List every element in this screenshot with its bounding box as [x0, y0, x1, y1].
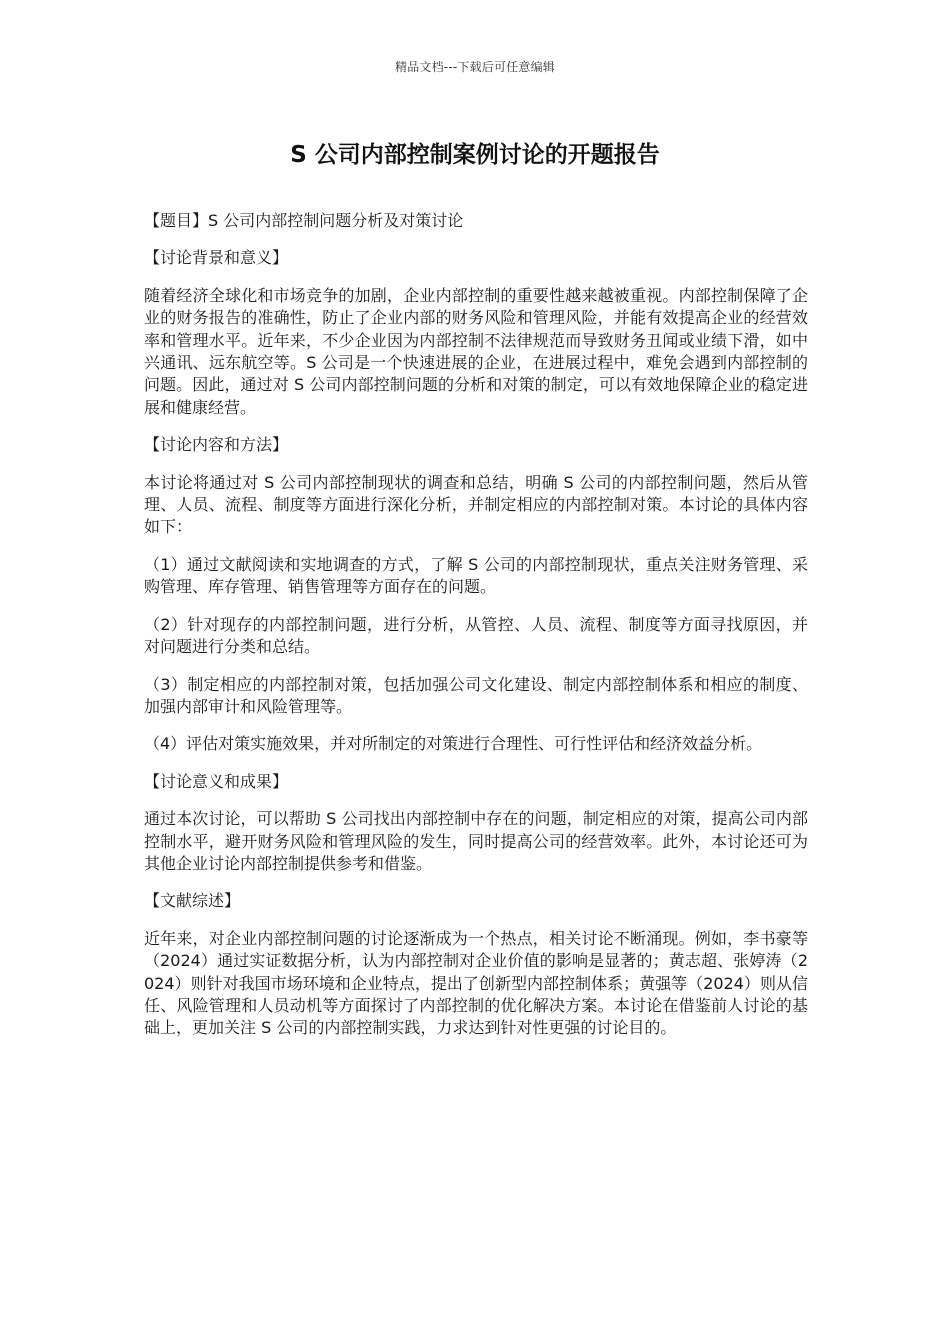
paragraph-literature: 近年来，对企业内部控制问题的讨论逐渐成为一个热点，相关讨论不断涌现。例如，李书豪等（2024）通过实证数据分析，认为内部控制对企业价值的影响是显著的；黄志超、张婷涛（2024）则针对我国市场环境和企业特点，提出了创新型内部控制体系；黄强等（2024）则从信任、风险管理和人员动机等方面探讨了内部控制的优化解决方案。本讨论在借鉴前人讨论的基础上，更加关注 S 公司的内部控制实践，力求达到针对性更强的讨论目的。 [144, 928, 808, 1038]
section-heading-background: 【讨论背景和意义】 [144, 248, 289, 268]
list-item: （2）针对现存的内部控制问题，进行分析，从管控、人员、流程、制度等方面寻找原因，并对问题进行分类和总结。 [144, 614, 808, 657]
section-heading-literature: 【文献综述】 [144, 891, 241, 911]
section-heading-significance: 【讨论意义和成果】 [144, 771, 289, 791]
paragraph-significance: 通过本次讨论，可以帮助 S 公司找出内部控制中存在的问题，制定相应的对策，提高公司内部控制水平，避开财务风险和管理风险的发生，同时提高公司的经营效率。此外，本讨论还可为其他企业讨论内部控制提供参考和借鉴。 [144, 809, 808, 873]
document-title: S 公司内部控制案例讨论的开题报告 [290, 142, 660, 168]
paragraph-method: 本讨论将通过对 S 公司内部控制现状的调查和总结，明确 S 公司的内部控制问题，然后从管理、人员、流程、制度等方面进行深化分析，并制定相应的内部控制对策。本讨论的具体内容如下： [144, 472, 808, 537]
list-item: （4）评估对策实施效果，并对所制定的对策进行合理性、可行性评估和经济效益分析。 [144, 734, 763, 754]
list-item: （1）通过文献阅读和实地调查的方式，了解 S 公司的内部控制现状，重点关注财务管理、采购管理、库存管理、销售管理等方面存在的问题。 [144, 554, 808, 597]
section-heading-method: 【讨论内容和方法】 [144, 435, 289, 455]
header-note: 精品文档---下载后可任意编辑 [395, 60, 555, 74]
topic-line: 【题目】S 公司内部控制问题分析及对策讨论 [144, 211, 464, 230]
list-item: （3）制定相应的内部控制对策，包括加强公司文化建设、制定内部控制体系和相应的制度、加强内部审计和风险管理等。 [144, 674, 808, 716]
paragraph-background: 随着经济全球化和市场竞争的加剧，企业内部控制的重要性越来越被重视。内部控制保障了企业的财务报告的准确性，防止了企业内部的财务风险和管理风险，并能有效提高企业的经营效率和管理水平。近年来，不少企业因为内部控制不法律规范而导致财务丑闻或业绩下滑，如中兴通讯、远东航空等。S 公司是一个快速进展的企业，在进展过程中，难免会遇到内部控制的问题。因此，通过对 S 公司内部控制问题的分析和对策的制定，可以有效地保障企业的稳定进展和健康经营。 [144, 285, 808, 417]
document-body [144, 210, 808, 1055]
